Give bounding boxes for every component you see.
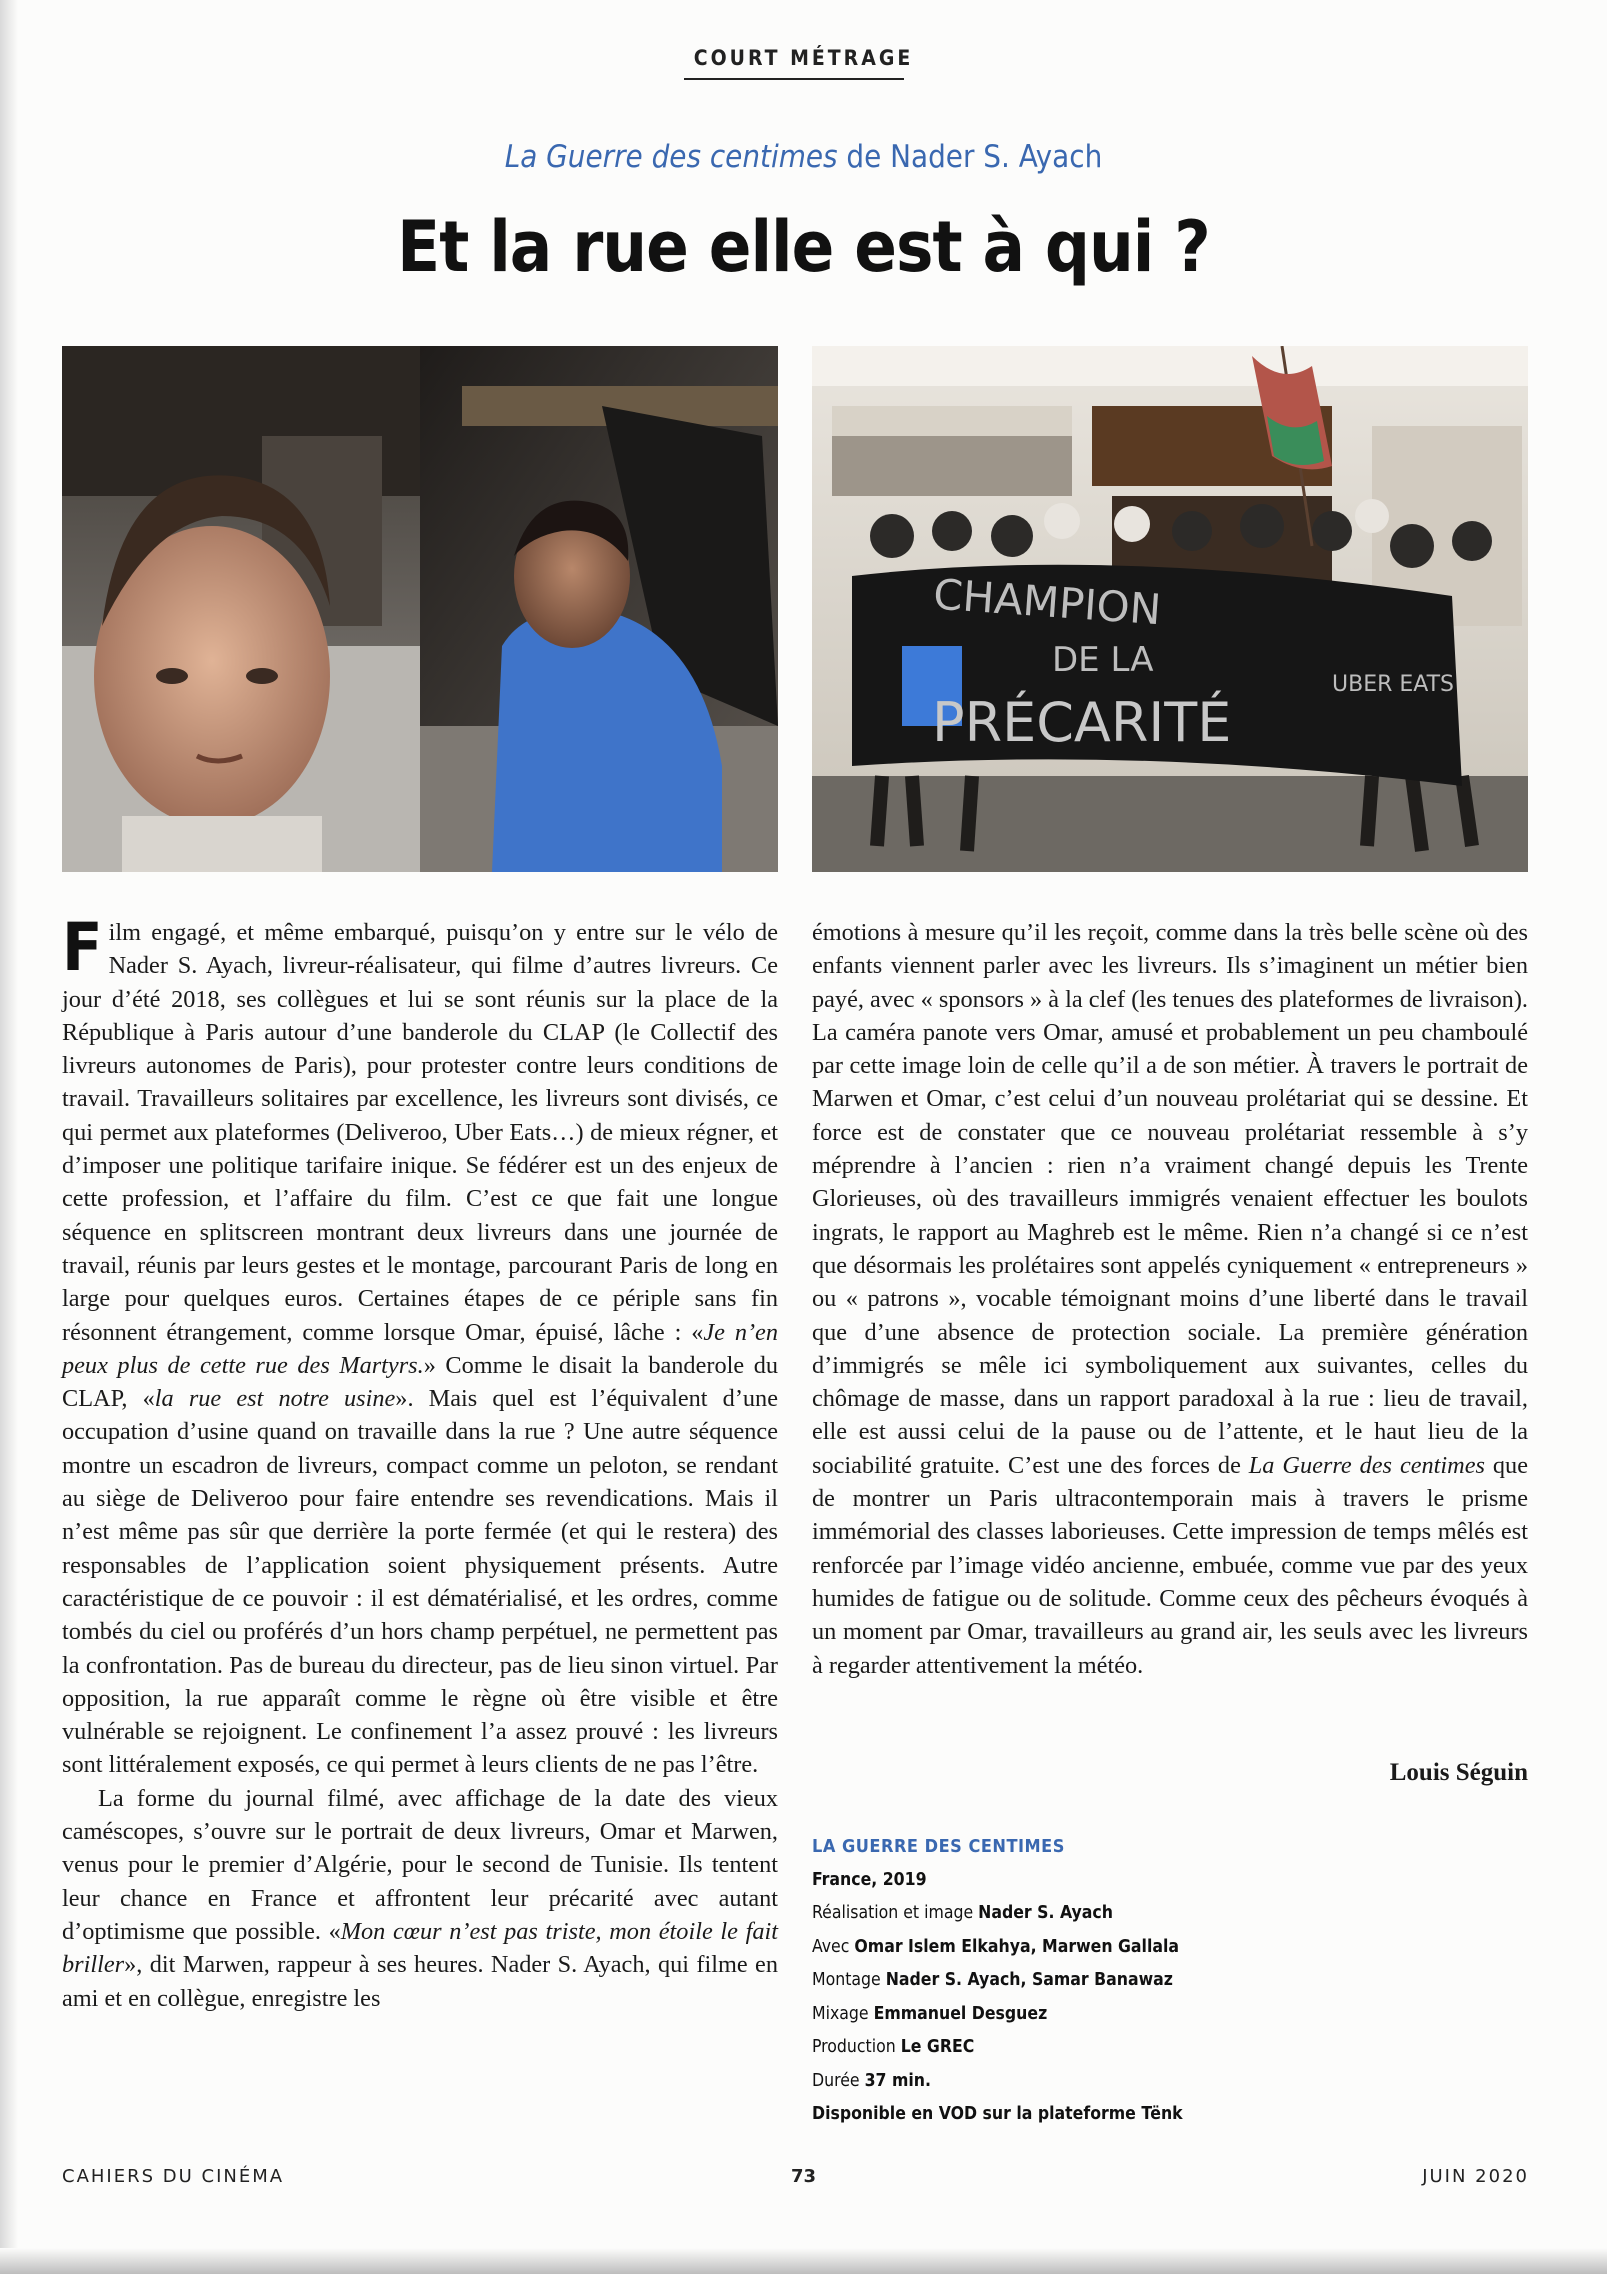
article-column-left xyxy=(62,909,778,2015)
page-edge-shadow xyxy=(0,0,18,2274)
credit-label: Durée xyxy=(812,2070,865,2091)
paragraph-3 xyxy=(812,916,1528,1682)
credit-value: Nader S. Ayach, Samar Banawaz xyxy=(885,1970,1173,1990)
credits-row xyxy=(812,2065,1528,2099)
credits-row xyxy=(812,1964,1528,1998)
credits-row xyxy=(812,1931,1528,1965)
page-title: Et la rue elle est à qui ? xyxy=(397,206,1210,288)
quote-marwen: Mon cœur n’est pas triste, mon étoile le fait briller xyxy=(62,1917,778,1979)
photo-split-screen xyxy=(62,346,778,872)
page-number: 73 xyxy=(790,2166,817,2187)
paragraph-2 xyxy=(62,1782,778,2015)
credit-label: Réalisation et image xyxy=(812,1903,979,1923)
credit-label: Avec xyxy=(812,1936,855,1957)
credit-value: 37 min. xyxy=(864,2070,931,2091)
paragraph-3-end: que de montrer un Paris ultracontemporain mais à travers le prisme immémorial des classes laborieuses. Cette impression de temps mêlés est renforcée par l’image vidéo ancienne, embuée, comme vue par des yeux humides de fatigue ou de solitude. Comme ceux des pêcheurs évoqués à un moment par Omar, travailleurs au grand air, les seuls avec les livreurs à regarder attentivement la météo. xyxy=(812,1451,1528,1679)
film-credits xyxy=(812,1830,1528,2132)
banner-tag: UBER EATS xyxy=(1332,672,1455,697)
credits-availability: Disponible en VOD sur la plateforme Tënk xyxy=(812,2104,1183,2124)
section-label: COURT MÉTRAGE xyxy=(693,46,914,70)
paragraph-1 xyxy=(62,909,778,1782)
author-signature: Louis Séguin xyxy=(1389,1759,1528,1786)
paragraph-3-text: émotions à mesure qu’il les reçoit, comme dans la très belle scène où des enfants viennent parler avec les livreurs. Ils s’imaginent un métier bien payé, avec « sponsors » à la clef (les tenues des plateformes de livraison). La caméra panote vers Omar, amusé et probablement un peu chamboulé par cette image loin de celle qu’il a de son métier. À travers le portrait de Marwen et Omar, c’est celui d’un nouveau prolétariat qui se dessine. Et force est de constater que ce nouveau prolétariat ressemble à s’y méprendre à l’ancien : rien n’a vraiment changé depuis les Trente Glorieuses, où des travailleurs immigrés venaient effectuer les boulots ingrats, le rapport au Maghreb est le même. Rien n’a changé si ce n’est que désormais les prolétaires sont appelés cyniquement « entrepreneurs » ou « patrons », vocable témoignant moins d’une liberté dans le travail que d’une absence de protection sociale. La première génération d’immigrés se mêle ici symboliquement aux suivantes, celles du chômage de masse, dans un rapport paradoxal à la rue : lieu de travail, elle est aussi celui de la pause ou de l’attente, et le haut lieu de la sociabilité gratuite. C’est une des forces de xyxy=(812,919,1528,1479)
section-underline xyxy=(684,78,904,80)
paragraph-2-end: », dit Marwen, rappeur à ses heures. Nader S. Ayach, qui filme en ami et en collègue, enregistre les xyxy=(62,1951,778,2012)
credit-label: Montage xyxy=(812,1970,886,1990)
byline: de Nader S. Ayach xyxy=(837,139,1103,175)
photo-demonstration xyxy=(812,346,1528,872)
credits-row xyxy=(812,1897,1528,1931)
credits-country-year: France, 2019 xyxy=(812,1869,927,1890)
dropcap: F xyxy=(62,909,103,986)
paragraph-1-mid: » Comme le disait la banderole du CLAP, « xyxy=(62,1351,778,1413)
credit-value: Emmanuel Desguez xyxy=(873,2003,1048,2024)
quote-usine: la rue est notre usine xyxy=(154,1385,396,1413)
film-title: La Guerre des centimes xyxy=(504,139,838,175)
credit-value: Omar Islem Elkahya, Marwen Gallala xyxy=(854,1936,1179,1957)
article-subtitle xyxy=(0,139,1607,175)
paragraph-1-end: ». Mais quel est l’équivalent d’une occupation d’usine quand on travaille dans la rue ? Une autre séquence montre un escadron de livreurs, compact comme un peloton, se rendant au siège de Deliveroo pour faire entendre ses revendications. Mais il n’est même pas sûr que derrière la porte fermée (et qui le restera) des responsables de l’application soient physiquement présents. Autre caractéristique de ce pouvoir : il est dématérialisé, et les ordres, comme tombés du ciel ou proférés d’un hors champ perpétuel, ne permettent pas la confrontation. Pas de bureau du directeur, pas de lieu sinon virtuel. Par opposition, la rue apparaît comme le règne où être visible et être vulnérable se rejoignent. Le confinement l’a assez prouvé : les livreurs sont littéralement exposés, ce qui permet à leurs clients de ne pas l’être. xyxy=(62,1385,778,1779)
banner-text-2: DE LA xyxy=(1052,640,1154,680)
quote-martyrs: Je n’en peux plus de cette rue des Martyrs. xyxy=(62,1318,778,1379)
credit-value: Nader S. Ayach xyxy=(978,1903,1113,1923)
credit-label: Production xyxy=(812,2037,901,2057)
page-bottom-shadow xyxy=(0,2248,1607,2274)
credit-value: Le GREC xyxy=(900,2037,975,2057)
paragraph-2-text: La forme du journal filmé, avec affichage de la date des vieux caméscopes, s’ouvre sur le portrait de deux livreurs, Omar et Marwen, venus pour le premier d’Algérie, pour le second de Tunisie. Ils tentent leur chance en France et affrontent leur précarité avec autant d’optimisme que possible. « xyxy=(62,1784,778,1945)
credits-row xyxy=(812,2031,1528,2065)
film-title-inline: La Guerre des centimes xyxy=(1248,1451,1485,1479)
footer-date: JUIN 2020 xyxy=(1422,2166,1529,2187)
banner-text-3: PRÉCARITÉ xyxy=(932,691,1232,754)
article-column-right xyxy=(812,916,1528,1682)
credits-title: LA GUERRE DES CENTIMES xyxy=(812,1836,1065,1857)
credits-row xyxy=(812,1998,1528,2032)
paragraph-1-text: ilm engagé, et même embarqué, puisqu’on y entre sur le vélo de Nader S. Ayach, livreur-réalisateur, qui filme d’autres livreurs. Ce jour d’été 2018, ses collègues et lui se sont réunis sur la place de la République à Paris autour d’une banderole du CLAP (le Collectif des livreurs autonomes de Paris), pour protester contre leurs conditions de travail. Travailleurs solitaires par excellence, les livreurs sont divisés, ce qui permet aux plateformes (Deliveroo, Uber Eats…) de mieux régner, et d’imposer une politique tarifaire inique. Se fédérer est un des enjeux de cette profession, et l’affaire du film. C’est ce que fait une longue séquence en splitscreen montrant deux livreurs dans une journée de travail, réunis par leurs gestes et le montage, parcourant Paris de long en large pour quelques euros. Certaines étapes de ce périple sans fin résonnent étrangement, comme lorsque Omar, épuisé, lâche : « xyxy=(62,919,778,1346)
footer-magazine: CAHIERS DU CINÉMA xyxy=(62,2166,285,2187)
credit-label: Mixage xyxy=(812,2003,874,2024)
banner-text-1: CHAMPION xyxy=(931,569,1163,635)
